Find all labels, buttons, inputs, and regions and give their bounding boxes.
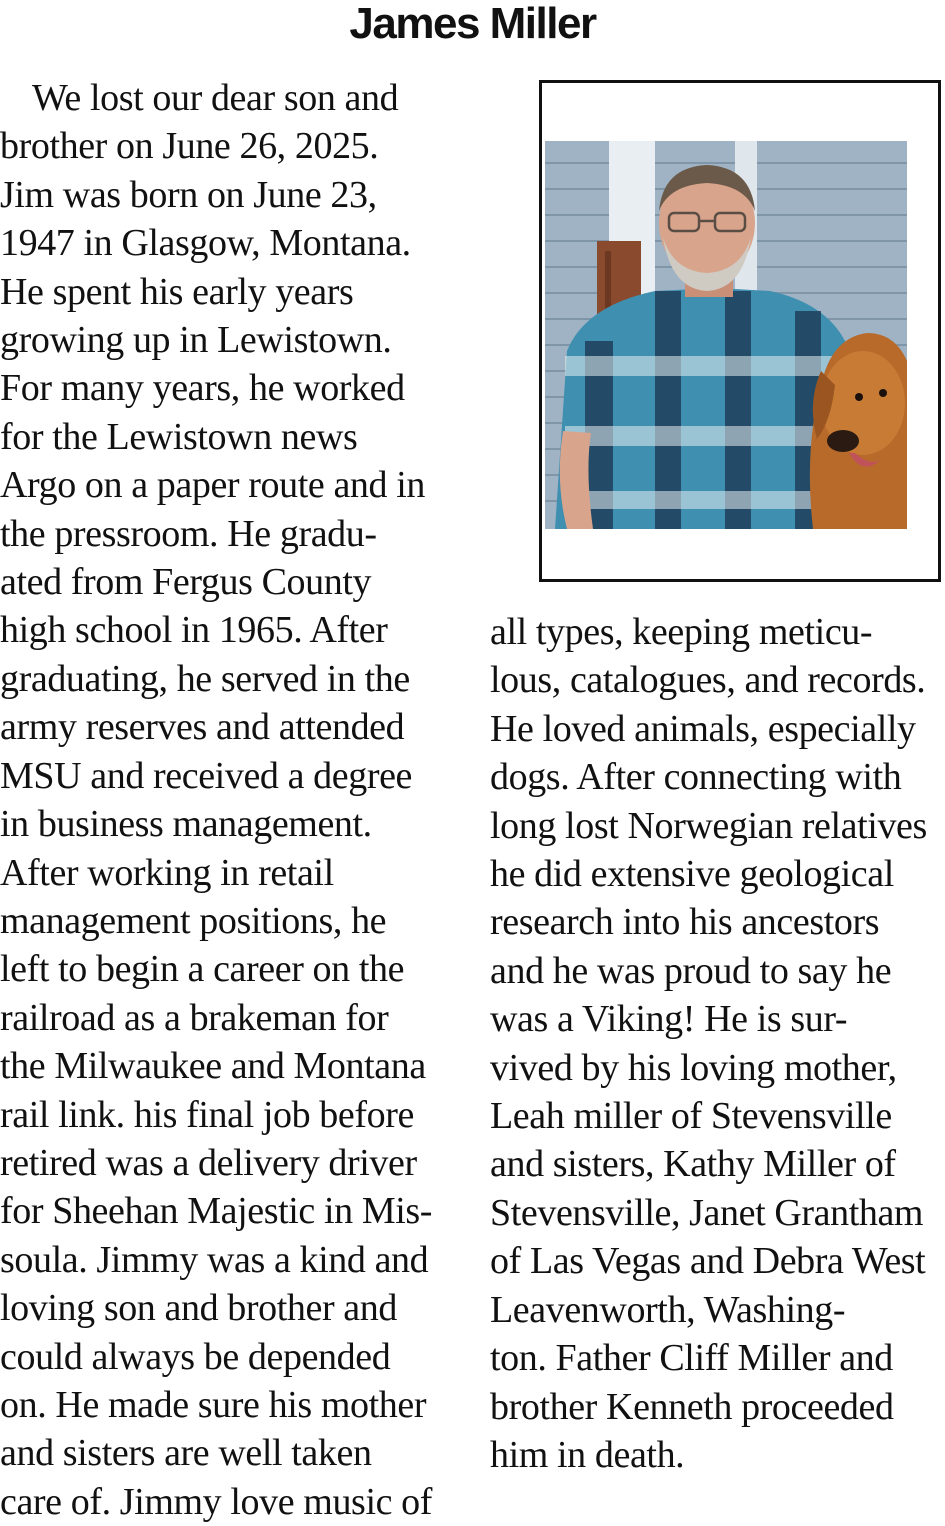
text-line: rail link. his final job before bbox=[0, 1093, 414, 1136]
text-line: and sisters, Kathy Miller of bbox=[490, 1143, 896, 1186]
text-line: of Las Vegas and Debra West bbox=[490, 1240, 926, 1283]
text-line: in business management. bbox=[0, 803, 372, 846]
text-line: brother on June 26, 2025. bbox=[0, 125, 379, 168]
text-line: research into his ancestors bbox=[490, 901, 880, 944]
text-line: long lost Norwegian relatives bbox=[490, 804, 927, 847]
text-line: MSU and received a degree bbox=[0, 754, 413, 797]
text-line: vived by his loving mother, bbox=[490, 1046, 897, 1089]
text-line: Stevensville, Janet Grantham bbox=[490, 1191, 924, 1234]
text-line: After working in retail bbox=[0, 851, 334, 894]
text-line: Leah miller of Stevensville bbox=[490, 1095, 892, 1138]
text-line: lous, catalogues, and records. bbox=[490, 659, 926, 702]
text-line: dogs. After connecting with bbox=[490, 756, 902, 799]
text-line: and he was proud to say he bbox=[490, 949, 892, 992]
text-line: loving son and brother and bbox=[0, 1287, 397, 1330]
text-line: care of. Jimmy love music of bbox=[0, 1480, 433, 1523]
text-line: he did extensive geological bbox=[490, 853, 894, 896]
text-line: He spent his early years bbox=[0, 270, 354, 313]
text-line: growing up in Lewistown. bbox=[0, 319, 392, 362]
text-line: We lost our dear son and bbox=[32, 77, 399, 119]
text-line: ton. Father Cliff Miller and bbox=[490, 1337, 893, 1380]
text-line: ated from Fergus County bbox=[0, 561, 372, 604]
text-line: Jim was born on June 23, bbox=[0, 173, 377, 216]
text-line: army reserves and attended bbox=[0, 706, 405, 749]
text-line: for Sheehan Majestic in Mis- bbox=[0, 1190, 433, 1233]
text-line: for the Lewistown news bbox=[0, 415, 358, 458]
text-line: retired was a delivery driver bbox=[0, 1141, 417, 1184]
text-line: graduating, he served in the bbox=[0, 657, 410, 700]
text-line: all types, keeping meticu- bbox=[490, 611, 873, 653]
text-line: him in death. bbox=[490, 1433, 685, 1476]
text-line: For many years, he worked bbox=[0, 367, 405, 410]
text-line: the pressroom. He gradu- bbox=[0, 512, 377, 555]
obituary-title: James Miller bbox=[349, 0, 596, 48]
text-line: 1947 in Glasgow, Montana. bbox=[0, 222, 411, 265]
text-line: high school in 1965. After bbox=[0, 609, 388, 652]
portrait-photo-man-with-dog-icon bbox=[545, 141, 907, 529]
obituary-body-right-column bbox=[490, 608, 945, 1479]
text-line: was a Viking! He is sur- bbox=[490, 998, 848, 1041]
obituary-body-left-column bbox=[0, 74, 470, 1526]
portrait-photo-frame bbox=[539, 80, 941, 582]
text-line: brother Kenneth proceeded bbox=[490, 1385, 894, 1428]
text-line: and sisters are well taken bbox=[0, 1432, 372, 1475]
text-line: could always be depended bbox=[0, 1335, 391, 1378]
text-line: the Milwaukee and Montana bbox=[0, 1045, 426, 1088]
text-line: soula. Jimmy was a kind and bbox=[0, 1238, 429, 1281]
text-line: railroad as a brakeman for bbox=[0, 996, 389, 1039]
text-line: on. He made sure his mother bbox=[0, 1383, 427, 1426]
text-line: He loved animals, especially bbox=[490, 707, 916, 750]
text-line: left to begin a career on the bbox=[0, 948, 405, 991]
text-line: Leavenworth, Washing- bbox=[490, 1288, 846, 1331]
text-line: management positions, he bbox=[0, 899, 387, 942]
text-line: Argo on a paper route and in bbox=[0, 464, 425, 507]
